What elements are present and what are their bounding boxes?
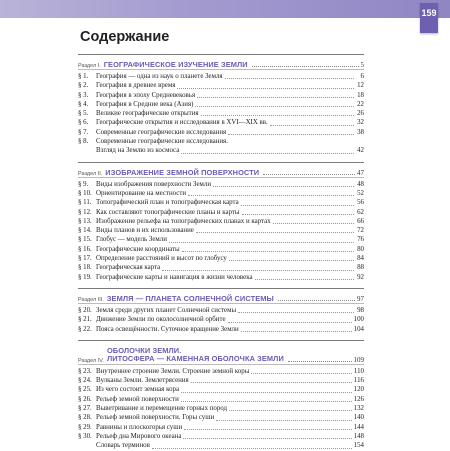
toc-entry[interactable] — [78, 91, 364, 100]
leader-dots — [216, 420, 351, 421]
toc-entry[interactable] — [78, 263, 364, 272]
toc-entry[interactable] — [78, 81, 364, 90]
entry-title: Топографический план и топографическая карта — [96, 199, 239, 207]
section-heading[interactable] — [78, 341, 364, 364]
entry-page-number: 116 — [353, 377, 364, 385]
entry-page-number: 144 — [353, 423, 364, 431]
leader-dots — [278, 300, 355, 301]
leader-dots — [241, 205, 354, 206]
entry-title: География в Средние века (Азия) — [96, 100, 194, 108]
leader-dots — [229, 410, 352, 411]
toc-entry[interactable] — [78, 128, 364, 137]
paragraph-number: § 19. — [78, 273, 92, 281]
leader-dots — [273, 223, 354, 224]
entry-page-number: 26 — [357, 110, 364, 118]
section-label: Раздел I. — [78, 63, 101, 69]
entry-title: География — одна из наук о планете Земля — [96, 73, 223, 80]
entry-page-number: 132 — [353, 405, 364, 413]
leader-dots — [252, 66, 359, 67]
toc-entry[interactable] — [78, 325, 364, 334]
entry-title: Пояса освещённости. Суточное вращение Земли — [96, 325, 239, 333]
toc-entry[interactable] — [78, 254, 364, 263]
toc-entry[interactable] — [78, 432, 364, 441]
toc-entry[interactable] — [78, 137, 364, 146]
paragraph-number: § 22. — [78, 325, 92, 333]
toc-entry[interactable] — [78, 385, 364, 394]
paragraph-number: § 23. — [78, 367, 92, 375]
leader-dots — [263, 174, 355, 175]
entry-title: Ориентирование на местности — [96, 189, 187, 197]
paragraph-number: § 7. — [78, 128, 89, 136]
entry-title: Глобус — модель Земли — [96, 236, 167, 244]
toc-entry[interactable] — [78, 189, 364, 198]
entry-page-number: 88 — [357, 264, 364, 272]
entry-page-number: 48 — [357, 180, 364, 188]
leader-dots — [181, 392, 352, 393]
divider — [78, 364, 364, 365]
entry-title: Как составляют топографические планы и карты — [96, 208, 240, 216]
entry-page-number: 72 — [357, 227, 364, 235]
entry-title: Географическая карта — [96, 264, 161, 272]
paragraph-number: § 24. — [78, 377, 92, 385]
entry-title: География в эпоху Средневековья — [96, 91, 196, 99]
entry-page-number: 92 — [357, 273, 364, 281]
paragraph-number: § 11. — [78, 199, 92, 207]
leader-dots — [255, 279, 354, 280]
toc-entry[interactable] — [78, 395, 364, 404]
paragraph-number: § 1. — [78, 73, 89, 80]
entry-title: Великие географические открытия — [96, 110, 199, 118]
leader-dots — [241, 331, 352, 332]
entry-title: Виды планов и их использование — [96, 227, 194, 235]
paragraph-number: § 3. — [78, 91, 89, 99]
entry-page-number: 148 — [353, 432, 364, 440]
entry-page-number: 140 — [353, 414, 364, 422]
entry-page-number: 104 — [353, 325, 364, 333]
entry-page-number: 76 — [357, 236, 364, 244]
leader-dots — [162, 270, 354, 271]
leader-dots — [228, 134, 354, 135]
entry-page-number: 42 — [357, 147, 364, 155]
toc-entry[interactable] — [78, 118, 364, 127]
entry-page-number: 6 — [360, 73, 364, 80]
entry-page-number: 18 — [357, 91, 364, 99]
toc-section — [78, 162, 364, 282]
paragraph-number: § 5. — [78, 110, 89, 118]
leader-dots — [181, 153, 354, 154]
paragraph-number: § 17. — [78, 255, 92, 263]
entry-title: Виды изображения поверхности Земли — [96, 180, 212, 188]
leader-dots — [188, 195, 354, 196]
toc-entry[interactable] — [78, 306, 364, 315]
leader-dots — [169, 242, 354, 243]
entry-page-number: 110 — [353, 367, 364, 375]
section-title: ГЕОГРАФИЧЕСКОЕ ИЗУЧЕНИЕ ЗЕМЛИ — [103, 60, 248, 69]
paragraph-number: § 21. — [78, 316, 92, 324]
leader-dots — [288, 361, 352, 362]
leader-dots — [177, 88, 354, 89]
entry-title: Изображение рельефа на топографических планах и картах — [96, 217, 271, 225]
leader-dots — [201, 115, 354, 116]
paragraph-number: § 20. — [78, 306, 92, 314]
section-page-number: 97 — [357, 294, 364, 303]
leader-dots — [228, 322, 352, 323]
section-page-number: 47 — [357, 168, 364, 177]
entry-title: Географические открытия и исследования в XVI—XIX вв. — [96, 119, 268, 127]
divider — [78, 303, 364, 304]
paragraph-number: § 25. — [78, 386, 92, 394]
toc-entry[interactable] — [78, 376, 364, 385]
paragraph-number: § 16. — [78, 245, 92, 253]
toc-section — [78, 54, 364, 156]
leader-dots — [197, 97, 354, 98]
header-band — [0, 0, 450, 18]
leader-dots — [225, 78, 354, 79]
leader-dots — [196, 232, 354, 233]
toc-entry[interactable] — [78, 367, 364, 376]
entry-page-number: 66 — [357, 217, 364, 225]
leader-dots — [251, 373, 352, 374]
entry-title: Из чего состоит земная кора — [96, 386, 180, 394]
leader-dots — [213, 186, 354, 187]
entry-title: Современные географические исследования. — [96, 138, 228, 146]
entry-title: Вулканы Земли. Землетрясения — [96, 377, 189, 385]
toc-entry[interactable] — [78, 217, 364, 226]
entry-title: Внутреннее строение Земли. Строение земной коры — [96, 367, 250, 375]
section-title-line1: ОБОЛОЧКИ ЗЕМЛИ. — [106, 345, 182, 355]
toc-section — [78, 288, 364, 334]
leader-dots — [242, 214, 354, 215]
toc-entry[interactable] — [78, 423, 364, 432]
leader-dots — [229, 260, 354, 261]
entry-page-number: 84 — [357, 255, 364, 263]
paragraph-number: § 14. — [78, 227, 92, 235]
toc-entry[interactable] — [78, 226, 364, 235]
section-label: Раздел II. — [78, 170, 103, 177]
entry-title: Словарь терминов — [96, 442, 150, 450]
toc-entry[interactable] — [78, 273, 364, 282]
entry-page-number: 154 — [353, 442, 364, 450]
paragraph-number: § 2. — [78, 82, 89, 90]
paragraph-number: § 30. — [78, 432, 92, 440]
section-title: ЗЕМЛЯ — ПЛАНЕТА СОЛНЕЧНОЙ СИСТЕМЫ — [106, 293, 274, 303]
toc-section — [78, 340, 364, 451]
section-page-number: 109 — [353, 355, 364, 364]
entry-page-number: 80 — [357, 245, 364, 253]
entry-title: Рельеф земной поверхности. Горы суши — [96, 414, 215, 422]
divider — [78, 177, 364, 178]
leader-dots — [152, 448, 352, 449]
section-label: Раздел IV. — [78, 357, 104, 364]
toc-entry[interactable] — [78, 146, 364, 155]
entry-page-number: 56 — [357, 199, 364, 207]
entry-page-number: 22 — [357, 100, 364, 108]
entry-page-number: 120 — [353, 386, 364, 394]
entry-title: Определение расстояний и высот по глобусу — [96, 255, 227, 263]
page-number: 159 — [420, 3, 438, 33]
paragraph-number: § 28. — [78, 414, 92, 422]
entry-title: География в древнее время — [96, 82, 176, 90]
section-heading[interactable] — [78, 55, 364, 69]
entry-title: Взгляд на Землю из космоса — [96, 147, 180, 155]
page-title: Содержание — [80, 29, 170, 45]
section-title-line2: ЛИТОСФЕРА — КАМЕННАЯ ОБОЛОЧКА ЗЕМЛИ — [106, 354, 284, 364]
paragraph-number: § 29. — [78, 423, 92, 431]
toc-entry[interactable] — [78, 109, 364, 118]
leader-dots — [181, 401, 352, 402]
leader-dots — [195, 106, 354, 107]
entry-page-number: 62 — [357, 208, 364, 216]
entry-page-number: 12 — [357, 82, 364, 90]
toc-entry[interactable] — [78, 208, 364, 217]
section-heading[interactable] — [78, 289, 364, 303]
paragraph-number: § 9. — [78, 180, 89, 188]
entry-title: Рельеф дна Мирового океана — [96, 432, 182, 440]
entry-title: Выветривание и перемещение горных пород — [96, 405, 228, 413]
entry-page-number: 32 — [357, 119, 364, 127]
entry-page-number: 126 — [353, 395, 364, 403]
paragraph-number: § 13. — [78, 217, 92, 225]
toc-entry[interactable] — [78, 315, 364, 324]
section-title: ИЗОБРАЖЕНИЕ ЗЕМНОЙ ПОВЕРХНОСТИ — [105, 167, 260, 177]
toc-entry[interactable] — [78, 404, 364, 413]
toc-entry[interactable] — [78, 72, 364, 81]
section-page-number: 5 — [360, 61, 364, 69]
toc-entry[interactable] — [78, 180, 364, 189]
paragraph-number: § 12. — [78, 208, 92, 216]
paragraph-number: § 15. — [78, 236, 92, 244]
entry-title: Рельеф земной поверхности — [96, 395, 179, 403]
entry-page-number: 98 — [357, 306, 364, 314]
toc-entry[interactable] — [78, 413, 364, 422]
section-label: Раздел III. — [78, 296, 104, 303]
paragraph-number: § 8. — [78, 138, 89, 146]
toc-entry[interactable] — [78, 100, 364, 109]
paragraph-number: § 26. — [78, 395, 92, 403]
leader-dots — [184, 429, 351, 430]
toc-entry[interactable] — [78, 245, 364, 254]
entry-title: Равнины и плоскогорья суши — [96, 423, 183, 431]
entry-title: Современные географические исследования — [96, 128, 227, 136]
leader-dots — [183, 438, 351, 439]
entry-title: Географические координаты — [96, 245, 180, 253]
table-of-contents — [78, 54, 364, 451]
paragraph-number: § 18. — [78, 264, 92, 272]
toc-entry[interactable] — [78, 198, 364, 207]
leader-dots — [270, 125, 354, 126]
entry-page-number: 38 — [357, 128, 364, 136]
leader-dots — [182, 251, 354, 252]
section-title — [107, 347, 284, 364]
paragraph-number: § 10. — [78, 189, 92, 197]
section-heading[interactable] — [78, 163, 364, 177]
toc-entry[interactable] — [78, 441, 364, 450]
leader-dots — [191, 382, 352, 383]
entry-title: Земля среди других планет Солнечной системы — [96, 306, 237, 314]
leader-dots — [238, 312, 354, 313]
divider — [78, 69, 364, 70]
paragraph-number: § 6. — [78, 119, 89, 127]
entry-title: Географические карты и навигация в жизни человека — [96, 273, 253, 281]
paragraph-number: § 4. — [78, 100, 89, 108]
entry-page-number: 52 — [357, 189, 364, 197]
paragraph-number: § 27. — [78, 405, 92, 413]
entry-title: Движение Земли по околосолнечной орбите — [96, 316, 226, 324]
toc-entry[interactable] — [78, 235, 364, 244]
entry-page-number: 100 — [353, 316, 364, 324]
